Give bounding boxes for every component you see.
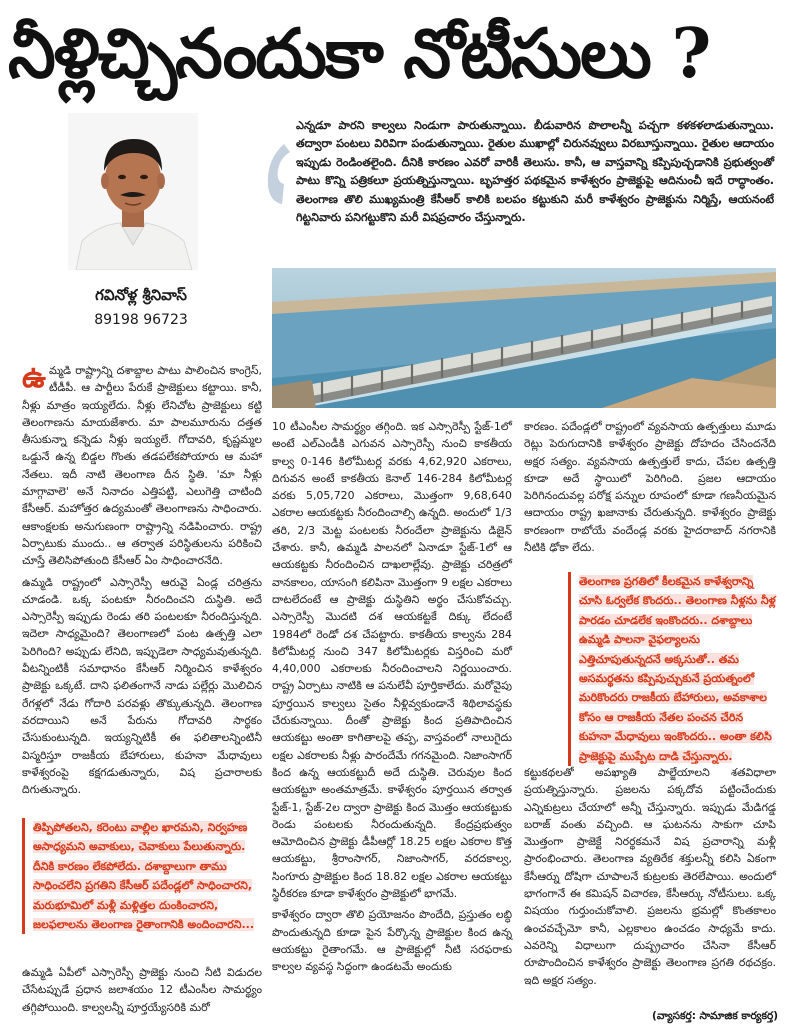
author-phone: 89198 96723 [94,312,188,328]
article-paragraph: కాళేశ్వరం ద్వారా తొలి ప్రయోజనం పొందేది, ప్రస్తుతం లబ్ధి పొందుతున్నది కూడా పైన పేర్కొన్న ప్రాజెక్టుల కింద ఉన్న ఆయకట్టు రైతాంగమే. ఆ ప్రాజెక్టుల్లో నీటి సరఫరాకు కాల్వల వ్యవస్థ సిద్ధంగా ఉండటమే అందుకు [272,908,512,974]
quote-icon [262,140,292,210]
author-name: గవినోళ్ల శ్రీనివాస్ [95,286,187,304]
article-column-1 [22,362,262,802]
article-paragraph [22,362,262,570]
barrage-image [272,268,776,408]
article-paragraph: కట్టుకథలతో అపఖ్యాతి పాల్జేయాలని శతవిధాలా ప్రయత్నిస్తున్నారు. ప్రజలను పక్కదోవ పట్టించేందుకు ఎన్నికుట్రలు చేయాలో అన్నీ చేస్తున్నారు. ఇప్పుడు మేడిగడ్డ బరాజ్ వంతు వచ్చింది. ఆ ఘటనను సాకుగా చూపి మొత్తంగా ప్రాజెక్టే నిరర్థకమనే విష ప్రచారాన్ని మళ్లీ ప్రారంభించారు. తెలంగాణ వ్యతిరేక శక్తులన్నీ కలిసి ఏకంగా కేసీఆర్ను దోషిగా చూపాలనే కుట్రలకు తెరలేపాయి. అందులో భాగంగానే ఈ కమిషన్ విచారణ, కేసీఆర్కు నోటీసులు. ఒక్క విషయం గుర్తుంచుకోవాలి. ప్రజలను భ్రమల్లో కొంతకాలం ఉంచవచ్చేమో కానీ, ఎల్లకాలం ఉంచడం సాధ్యమే కాదు. ఎవరెన్ని విధాలుగా దుష్ప్రచారం చేసినా కేసీఆర్ రూపొందించిన కాళేశ్వరం ప్రాజెక్టు తెలంగాణ ప్రగతి రథచక్రం. ఇది అక్షర సత్యం. [524,766,776,987]
intro-paragraph: ఎన్నడూ పారని కాల్వలు నిండుగా పారుతున్నాయి. బీడువారిన పొలాలన్నీ పచ్చగా కళకళలాడుతున్నాయి. తద్వారా పంటలు విరివిగా పండుతున్నాయి. రైతుల ముఖాల్లో చిరునవ్వులు విరబూస్తున్నాయి. రైతుల ఆదాయం ఇప్పుడు రెండింతలైంది. దీనికి కారణం ఎవరో వారికీ తెలుసు. కానీ, ఆ వాస్తవాన్ని కప్పిపుచ్చడానికి ప్రభుత్వంతో పాటు కొన్ని పత్రికలూ ప్రయత్నిస్తున్నాయి. బృహత్తర పథకమైన కాళేశ్వరం ప్రాజెక్టుపై ఆదినుంచీ ఇదే రాద్ధాంతం. తెలంగాణ తొలి ముఖ్యమంత్రి కేసీఆర్ కాలికి బలపం కట్టుకుని మరీ కాళేశ్వరం ప్రాజెక్టును నిర్మిస్తే, ఆయనంటే గిట్టనివారు పనిగట్టుకొని మరీ విషప్రచారం చేస్తున్నారు. [296,119,774,225]
article-paragraph: ఉమ్మడి రాష్ట్రంలో ఎస్సారెస్పీ ఆరువై ఏండ్ల చరిత్రను చూడండి. ఒక్క పంటకూ నీరందించని దుస్థితి. అదే ఎస్సారెస్పీ ఇప్పుడు రెండు తరి పంటలకూ నీరందిస్తున్నది. ఇదెలా సాధ్యమైంది? తెలంగాణలో పంట ఉత్పత్తి ఎలా పెరిగింది? అప్పుడు లేనిది, ఇప్పుడెలా సాధ్యమవుతున్నది. వీటన్నింటికీ సమాధానం కేసీఆర్ నిర్మించిన కాళేశ్వరం ప్రాజెక్టు ఒక్కటే. దాని ఫలితంగానే నాడు పల్లేర్లు మొలిచిన రేగళ్లలో నేడు గోదారి పరవళ్లు తొక్కుతున్నది. తెలంగాణ వరదాయిని అనే పేరును గోదావరి సార్థకం చేసుకుంటున్నది. ఇయ్యన్నిటికీ ఈ ఫలితాలన్నింటినీ విస్మరిస్తూ రాజకీయ బేహారులు, కుహనా మేధావులు కాళేశ్వరంపై కక్షగడుతున్నారు, విష ప్రచారాలకు దిగుతున్నారు. [22,575,262,797]
article-column-1-continued [22,964,262,1020]
pull-quote-right [568,572,778,766]
article-column-3 [524,418,776,560]
pull-quote-left [22,818,262,934]
pull-quote-text: తెలంగాణ ప్రగతిలో కీలకమైన కాళేశ్వరాన్ని చూసి ఓర్వలేక కొందరు.. తెలంగాణ నీళ్లను నీళ్ల పారడం చూడలేక ఇంకొందరు.. దశాబ్దాలు ఉమ్మడి పాలనా వైఫల్యాలను ఎత్తిచూపుతున్నదనే అక్కసుతో.. తమ అసమర్థతను కప్పిపుచ్చుకునే ప్రయత్నంలో మరికొందరు రాజకీయ బేహారులు, అవకాశాల కోసం ఆ రాజకీయ నేతల పంచన చేరిన కుహనా మేధావులు ఇంకొందరు.. అంతా కలిసి ప్రాజెక్టుపై ముప్పేట దాడి చేస్తున్నారు. [579,575,776,763]
author-photo [68,113,198,270]
article-column-3-continued [524,764,776,993]
byline: (వ్యాసకర్త: సామాజిక కార్యకర్త) [652,1010,778,1022]
article-paragraph: 10 టీఎంసీల సామర్థ్యం తగ్గింది. ఇక ఎస్సారెస్పీ స్టేజ్-1లో అంటే ఎల్ఎండీకి ఎగువన ఎస్సారెస్పీ నుంచి కాకతీయ కాల్వ 0-146 కిలోమీటర్ల వరకు 4,62,920 ఎకరాలు, దిగువన అంటే కాకతీయ కెనాల్ 146-284 కిలోమీటర్ల వరకు 5,05,720 ఎకరాలు, మొత్తంగా 9,68,640 ఎకరాల ఆయకట్టకు నీరందించాల్సి ఉన్నది. అందులో 1/3 తరి, 2/3 మెట్ట పంటలకు నీరందేలా ప్రాజెక్టును డిజైన్ చేశారు. కానీ, ఉమ్మడి పాలనలో ఏనాడూ స్టేజ్-1లో ఆ ఆయకట్టకు నీరందించిన దాఖలాల్లేవు. ప్రాజెక్టు చరిత్రలో వానకాలం, యాసంగి కలిపినా మొత్తంగా 9 లక్షల ఎకరాలు దాటలేదంటే ఆ ప్రాజెక్టు దుస్థితిని అర్థం చేసుకోవచ్చు. ఎస్సారెస్పీ మొదటి దశ ఆయకట్టకే దిక్కు లేదంటే 1984లో రెండో దశ చేపట్టారు. కాకతీయ కాల్వను 284 కిలోమీటర్ల నుంచి 347 కిలోమీటర్లకు విస్తరించి మరో 4,40,000 ఎకరాలకు నీరందించాలని నిర్ణయించారు. రాష్ట్ర ఏర్పాటు నాటికి ఆ పనులేవీ పూర్తికాలేదు. మరోవైపు పూర్తయిన కాల్వలు సైతం నీళ్లివ్వకుండానే శిథిలావస్థకు చేరుకున్నాయి. దీంతో ప్రాజెక్టు కింద ప్రతిపాదించిన ఆయకట్టు అంతా కాగితాలపై తప్ప, వాస్తవంలో నాలుగైదు లక్షల ఎకరాలకు నీళ్లు పారందేమే గగనమైంది. నిజాంసాగర్ కింద ఉన్న ఆయకట్టుదీ అదే దుస్థితి. చెరువుల కింద ఆయకట్టూ అంతమాత్రమే. కాళేశ్వరం పూర్తయిన తర్వాత స్టేజ్-1, స్టేజ్-2ల ద్వారా ప్రాజెక్టు కింద మొత్తం ఆయకట్టుకు రెండు పంటలకు నీరందుతున్నది. కేంద్రప్రభుత్వం ఆమోదించిన ప్రాజెక్టు డీపీఆర్లో 18.25 లక్షల ఎకరాల కొత్త ఆయకట్టు, శ్రీరాంసాగర్, నిజాంసాగర్, వరదకాల్వ, సింగూరు ప్రాజెక్టుల కింద 18.82 లక్షల ఎకరాల ఆయకట్టు స్థిరీకరణ కూడా కాళేశ్వరం ప్రాజెక్టులో భాగమే. [272,420,512,901]
paragraph-text: మ్మడి రాష్ట్రాన్ని దశాబ్దాల పాటు పాలించిన కాంగ్రెస్, టీడీపీ. ఆ పార్టీలు పేరుకే ప్రాజెక్టులు కట్టాయి. కానీ, నీళ్లు మాత్రం ఇయ్యలేదు. నీళ్లు లేనిచోట ప్రాజెక్టులు కట్టి తెలంగాణను మాయజేశారు. మా పాలమూరును దత్తత తీసుకున్నా కన్నెడు నీళ్లు ఇయ్యలే. గోదావరి, కృష్ణమ్మల ఒడ్డునే ఉన్న బిడ్డల గొంతు తడపలేకపోయారు ఆ మహా నేతలు. ఇదీ నాటి తెలంగాణ దీన స్థితి. 'మా నీళ్లు మాగ్గావాలె' అనే నినాదం ఎత్తిపట్టి, ఎలుగెత్తి చాటింది కేసీఆర్. మహోత్తర ఉద్యమంతో తెలంగాణను సాధించారు. ఆకాంక్షలకు అనుగుణంగా రాష్ట్రాన్ని నడిపించారు. రాష్ట్ర ఏర్పాటుకు ముందు.. ఆ తర్వాత పరిస్థితులను పరికించి చూస్తే తెలిసిపోతుంది కేసీఆర్ ఏం సాధించారనేది. [22,364,262,568]
headline: నీళ్లిచ్చినందుకా నోటీసులు ? [8,14,710,94]
article-paragraph: కారణం. పదేండ్లలో రాష్ట్రంలో వ్యవసాయ ఉత్పత్తులు మూడు రెట్లు పెరుగుదానికి కాళేశ్వరం ప్రాజెక్టు దోహదం చేసిందనేది అక్షర సత్యం. వ్యవసాయ ఉత్పత్తులే కాదు, చేపల ఉత్పత్తి కూడా అదే స్థాయిలో పెరిగింది. ప్రజల ఆదాయం పెరిగినందువల్ల పరోక్ష పన్నుల రూపంలో కూడా గణనీయమైన ఆదాయం రాష్ట్ర ఖజానాకు చేరుతున్నది. కాళేశ్వరం ప్రాజెక్టు కారణంగా రాబోయే వందేండ్ల వరకు హైదరాబాద్ నగరానికి నీటికి ఢోకా లేదు. [524,420,776,555]
drop-cap: ఉ [22,360,46,395]
article-column-2 [272,418,512,980]
pull-quote-text: తిప్పిపోతలని, కరెంటు వాల్లిల ఖారమని, నిర్వహణ అసాధ్యమని అవాకులు, చెవాకులు పేలుతున్నారు. దీనికి కారణం లేకపోలేదు. దశాబ్దాలుగా తాము సాధించలేని ప్రగతిని కేసీఆర్ పదేండ్లలో సాధించారని, మరుభూమిలో మళ్లీ మళ్లిత్తల దుంకించారని, జలఫలాలను తెలంగాణ రైతాంగానికి అందించారని... [33,821,255,932]
article-paragraph: ఉమ్మడి ఏపీలో ఎస్సారెస్పీ ప్రాజెక్టు నుంచి నీటి విడుదల చేసేటప్పుడే ప్రధాన జలాశయం 12 టీఎంసీల సామర్థ్యం తగ్గిపోయింది. కాల్వలన్నీ పూర్తయ్యేసరికి మరో [22,966,262,1014]
